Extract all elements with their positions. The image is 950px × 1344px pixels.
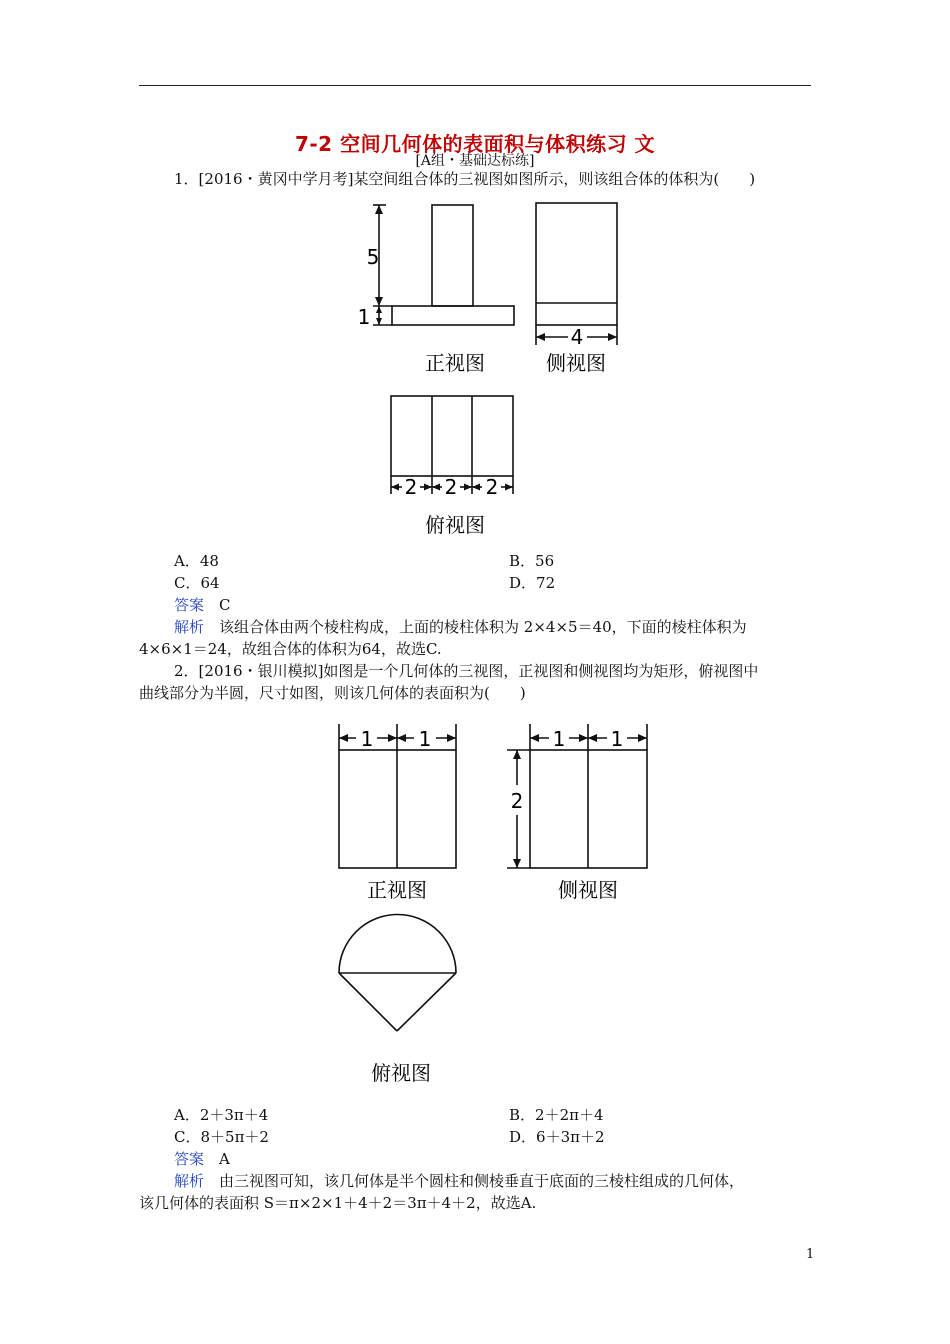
q2-side-dim-h: 2 [510, 789, 524, 813]
q1-analysis-label: 解析 [174, 618, 205, 636]
q1-analysis-text-1: 该组合体由两个棱柱构成，上面的棱柱体积为 2×4×5＝40，下面的棱柱体积为 [219, 618, 747, 636]
q2-front-dim-a: 1 [360, 727, 374, 751]
q1-dim-2a: 2 [404, 475, 418, 499]
q2-front-view-label: 正视图 [367, 878, 427, 902]
arrowhead-icon [513, 859, 521, 868]
arrowhead-icon [397, 734, 406, 742]
q2-stem-1: 2．[2016・银川模拟]如图是一个几何体的三视图，正视图和侧视图均为矩形，俯视图中 [174, 662, 759, 680]
section-subtitle: [A组・基础达标练] [415, 153, 535, 169]
q2-side-dim-a: 1 [552, 727, 566, 751]
q2-top-view-label: 俯视图 [371, 1061, 431, 1085]
q1-dim-2c: 2 [485, 475, 499, 499]
q2-top-semicircle [339, 915, 456, 974]
page-number: 1 [806, 1247, 815, 1262]
q1-option-d: D．72 [509, 574, 556, 592]
q2-analysis-label: 解析 [174, 1172, 205, 1190]
q2-option-a: A．2＋3π＋4 [174, 1106, 269, 1124]
q2-option-b: B．2＋2π＋4 [509, 1106, 604, 1124]
arrowhead-icon [530, 734, 539, 742]
q2-side-view-label: 侧视图 [558, 878, 618, 902]
q1-option-b: B．56 [509, 552, 555, 570]
q2-option-c: C．8＋5π＋2 [174, 1128, 269, 1146]
q2-answer [174, 1148, 854, 1170]
q1-option-c: C．64 [174, 574, 220, 592]
q2-analysis [174, 1170, 854, 1192]
arrowhead-icon [513, 750, 521, 759]
q1-answer-label: 答案 [174, 596, 205, 614]
q2-answer-label: 答案 [174, 1150, 205, 1168]
q1-analysis-text-2: 4×6×1＝24，故组合体的体积为64，故选C. [139, 640, 442, 658]
page-title: 7-2 空间几何体的表面积与体积练习 文 [294, 132, 656, 156]
q2-side-dim-b: 1 [610, 727, 624, 751]
q2-front-dim-b: 1 [418, 727, 432, 751]
arrowhead-icon [588, 734, 597, 742]
arrowhead-icon [388, 734, 397, 742]
q1-side-view-label: 侧视图 [546, 351, 606, 375]
q1-top-view-label: 俯视图 [425, 513, 485, 537]
q1-dim-4: 4 [570, 325, 584, 349]
q1-option-a: A．48 [174, 552, 219, 570]
q1-stem: 1．[2016・黄冈中学月考]某空间组合体的三视图如图所示，则该组合体的体积为( ) [174, 170, 756, 188]
arrowhead-icon [447, 734, 456, 742]
q2-answer-value: A [219, 1150, 230, 1168]
arrowhead-icon [638, 734, 647, 742]
q2-analysis-text-2: 该几何体的表面积 S＝π×2×1＋4＋2＝3π＋4＋2，故选A. [139, 1194, 537, 1212]
q1-dim-2b: 2 [444, 475, 458, 499]
arrowhead-icon [579, 734, 588, 742]
q2-option-d: D．6＋3π＋2 [509, 1128, 605, 1146]
q1-dim-1: 1 [357, 305, 371, 329]
q2-stem-2: 曲线部分为半圆，尺寸如图，则该几何体的表面积为( ) [139, 684, 526, 702]
q1-front-view-label: 正视图 [425, 351, 485, 375]
q1-dim-5: 5 [366, 245, 380, 269]
q2-analysis-text-1: 由三视图可知，该几何体是半个圆柱和侧棱垂直于底面的三棱柱组成的几何体， [219, 1172, 745, 1190]
q1-answer-value: C [219, 596, 231, 614]
arrowhead-icon [339, 734, 348, 742]
